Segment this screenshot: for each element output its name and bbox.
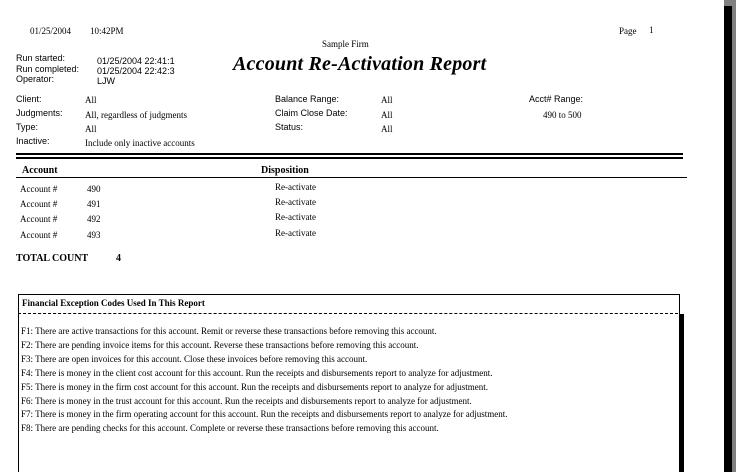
exception-code-f4: F4: There is money in the client cost account for this account. Run the receipts and disbursements report to analyze for adjustment. [21,368,493,378]
operator-label: Operator: [16,74,55,84]
exception-code-f6: F6: There is money in the trust account for this account. Run the receipts and disbursements report to analyze for adjustment. [21,396,472,406]
row-account-number: 490 [87,184,101,194]
exception-code-f3: F3: There are open invoices for this account. Close these invoices before removing this account. [21,354,368,364]
exception-code-f5: F5: There is money in the firm cost account for this account. Run the receipts and disbursements report to analyze for adjustment. [21,382,488,392]
balance-range-label: Balance Range: [275,94,340,104]
row-account-number: 491 [87,199,101,209]
run-completed-label: Run completed: [16,64,80,74]
header-rule-bottom [16,157,683,159]
acct-range-label: Acct# Range: [529,94,584,104]
inactive-value: Include only inactive accounts [85,138,195,148]
col-disposition-header: Disposition [261,165,309,176]
row-disposition: Re-activate [275,228,316,238]
col-account-header: Account [22,165,58,176]
report-title: Account Re-Activation Report [233,53,487,75]
claim-close-date-value: All [381,110,393,120]
row-account-label: Account # [20,184,58,194]
firm-name: Sample Firm [322,39,369,49]
balance-range-value: All [381,95,393,105]
header-rule-top [16,153,683,155]
type-label: Type: [16,122,39,132]
report-date: 01/25/2004 [30,26,72,36]
status-value: All [381,124,393,134]
inactive-label: Inactive: [16,136,50,146]
type-value: All [85,124,97,134]
exception-code-f2: F2: There are pending invoice items for this account. Reverse these transactions before removing this account. [21,340,419,350]
client-value: All [85,95,97,105]
claim-close-date-label: Claim Close Date: [275,108,348,118]
operator-value: LJW [97,76,115,86]
row-disposition: Re-activate [275,212,316,222]
exception-code-f1: F1: There are active transactions for this account. Remit or reverse these transactions before removing this account. [21,326,437,336]
row-account-number: 492 [87,214,101,224]
exceptions-title: Financial Exception Codes Used In This Report [22,298,205,308]
page-number: 1 [649,25,654,35]
acct-range-value: 490 to 500 [543,110,582,120]
total-count-value: 4 [116,253,121,264]
row-account-label: Account # [20,214,58,224]
run-started-value: 01/25/2004 22:41:1 [97,56,175,66]
exception-code-f7: F7: There is money in the firm operating account for this account. Run the receipts and disbursements report to analyze for adjustment. [21,409,508,419]
total-count-label: TOTAL COUNT [16,253,89,264]
row-disposition: Re-activate [275,182,316,192]
page-label: Page [619,26,637,36]
exception-code-f8: F8: There are pending checks for this account. Complete or reverse these transactions before removing this account. [21,423,439,433]
status-label: Status: [275,122,304,132]
row-account-number: 493 [87,230,101,240]
run-started-label: Run started: [16,53,66,63]
row-account-label: Account # [20,230,58,240]
judgments-value: All, regardless of judgments [85,110,187,120]
exceptions-divider [18,313,678,314]
client-label: Client: [16,94,42,104]
page-shadow [724,6,732,472]
judgments-label: Judgments: [16,108,63,118]
report-time: 10:42PM [90,26,124,36]
row-account-label: Account # [20,199,58,209]
run-completed-value: 01/25/2004 22:42:3 [97,66,175,76]
column-header-rule [16,177,687,178]
row-disposition: Re-activate [275,197,316,207]
